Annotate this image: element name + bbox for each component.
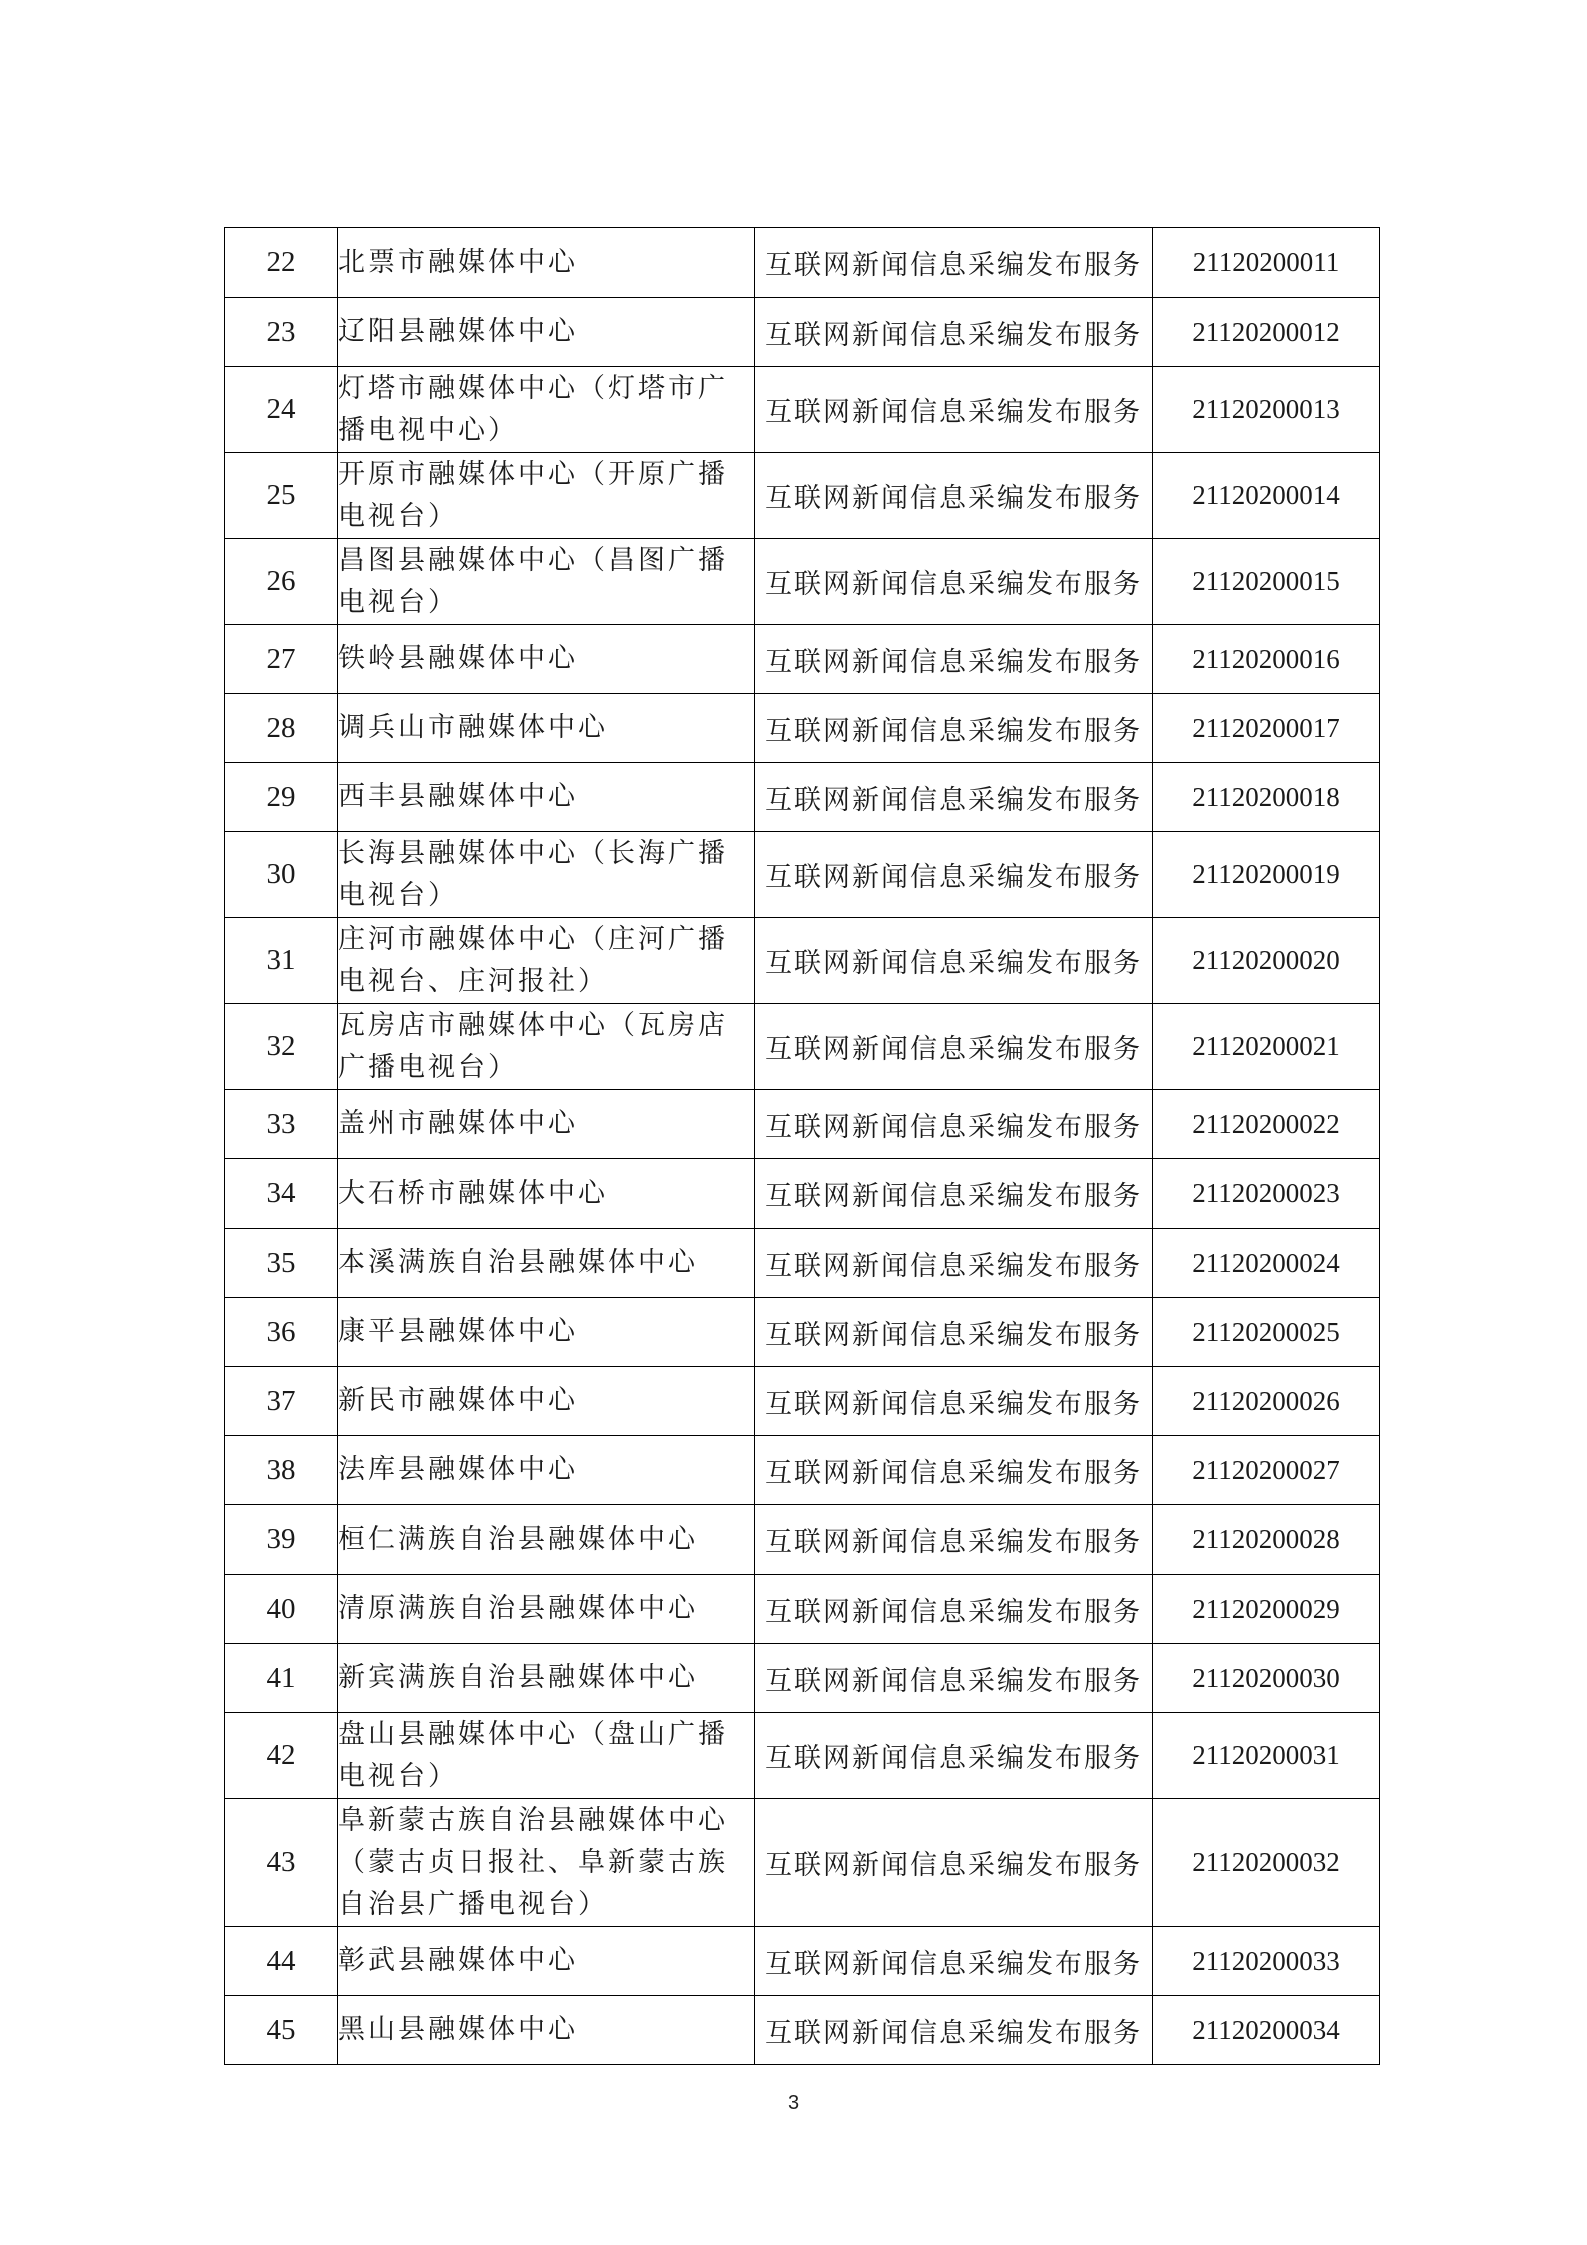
table-row bbox=[225, 1004, 1380, 1090]
license-code-cell: 21120200032 bbox=[1153, 1799, 1380, 1927]
organization-name-cell: 盖州市融媒体中心 bbox=[338, 1090, 755, 1159]
organization-name-cell: 黑山县融媒体中心 bbox=[338, 1996, 755, 2065]
license-code-cell: 21120200018 bbox=[1153, 763, 1380, 832]
license-code-cell: 21120200034 bbox=[1153, 1996, 1380, 2065]
table-row bbox=[225, 1996, 1380, 2065]
row-number-cell: 34 bbox=[225, 1159, 338, 1229]
license-code-cell: 21120200021 bbox=[1153, 1004, 1380, 1090]
table-row bbox=[225, 1298, 1380, 1367]
organization-name-cell: 桓仁满族自治县融媒体中心 bbox=[338, 1505, 755, 1575]
row-number-cell: 38 bbox=[225, 1436, 338, 1505]
row-number-cell: 27 bbox=[225, 625, 338, 694]
service-type-cell: 互联网新闻信息采编发布服务 bbox=[755, 1505, 1153, 1575]
license-code-cell: 21120200026 bbox=[1153, 1367, 1380, 1436]
row-number-cell: 31 bbox=[225, 918, 338, 1004]
organization-name-cell: 灯塔市融媒体中心（灯塔市广播电视中心） bbox=[338, 367, 755, 453]
organization-name-cell: 庄河市融媒体中心（庄河广播电视台、庄河报社） bbox=[338, 918, 755, 1004]
organization-name-cell: 北票市融媒体中心 bbox=[338, 228, 755, 298]
organization-name-cell: 康平县融媒体中心 bbox=[338, 1298, 755, 1367]
license-code-cell: 21120200022 bbox=[1153, 1090, 1380, 1159]
license-code-cell: 21120200014 bbox=[1153, 453, 1380, 539]
row-number-cell: 36 bbox=[225, 1298, 338, 1367]
license-code-cell: 21120200027 bbox=[1153, 1436, 1380, 1505]
table-row bbox=[225, 694, 1380, 763]
organization-name-cell: 西丰县融媒体中心 bbox=[338, 763, 755, 832]
organization-name-cell: 清原满族自治县融媒体中心 bbox=[338, 1575, 755, 1644]
service-type-cell: 互联网新闻信息采编发布服务 bbox=[755, 1298, 1153, 1367]
row-number-cell: 41 bbox=[225, 1644, 338, 1713]
service-type-cell: 互联网新闻信息采编发布服务 bbox=[755, 1367, 1153, 1436]
table-row bbox=[225, 1159, 1380, 1229]
service-type-cell: 互联网新闻信息采编发布服务 bbox=[755, 1927, 1153, 1996]
service-type-cell: 互联网新闻信息采编发布服务 bbox=[755, 763, 1153, 832]
organization-name-cell: 大石桥市融媒体中心 bbox=[338, 1159, 755, 1229]
license-code-cell: 21120200015 bbox=[1153, 539, 1380, 625]
service-type-cell: 互联网新闻信息采编发布服务 bbox=[755, 228, 1153, 298]
table-row bbox=[225, 298, 1380, 367]
table-row bbox=[225, 625, 1380, 694]
row-number-cell: 40 bbox=[225, 1575, 338, 1644]
service-type-cell: 互联网新闻信息采编发布服务 bbox=[755, 367, 1153, 453]
service-type-cell: 互联网新闻信息采编发布服务 bbox=[755, 832, 1153, 918]
organization-name-cell: 昌图县融媒体中心（昌图广播电视台） bbox=[338, 539, 755, 625]
license-code-cell: 21120200019 bbox=[1153, 832, 1380, 918]
service-type-cell: 互联网新闻信息采编发布服务 bbox=[755, 1575, 1153, 1644]
table-row bbox=[225, 1644, 1380, 1713]
table-row bbox=[225, 763, 1380, 832]
license-code-cell: 21120200033 bbox=[1153, 1927, 1380, 1996]
service-type-cell: 互联网新闻信息采编发布服务 bbox=[755, 1159, 1153, 1229]
table-row bbox=[225, 1927, 1380, 1996]
license-code-cell: 21120200011 bbox=[1153, 228, 1380, 298]
service-type-cell: 互联网新闻信息采编发布服务 bbox=[755, 1436, 1153, 1505]
row-number-cell: 39 bbox=[225, 1505, 338, 1575]
table-row bbox=[225, 832, 1380, 918]
license-code-cell: 21120200024 bbox=[1153, 1229, 1380, 1298]
table-row bbox=[225, 367, 1380, 453]
organization-name-cell: 法库县融媒体中心 bbox=[338, 1436, 755, 1505]
organization-name-cell: 阜新蒙古族自治县融媒体中心（蒙古贞日报社、阜新蒙古族自治县广播电视台） bbox=[338, 1799, 755, 1927]
organization-name-cell: 开原市融媒体中心（开原广播电视台） bbox=[338, 453, 755, 539]
organization-name-cell: 新民市融媒体中心 bbox=[338, 1367, 755, 1436]
row-number-cell: 42 bbox=[225, 1713, 338, 1799]
row-number-cell: 26 bbox=[225, 539, 338, 625]
row-number-cell: 44 bbox=[225, 1927, 338, 1996]
service-type-cell: 互联网新闻信息采编发布服务 bbox=[755, 625, 1153, 694]
organization-name-cell: 新宾满族自治县融媒体中心 bbox=[338, 1644, 755, 1713]
license-code-cell: 21120200020 bbox=[1153, 918, 1380, 1004]
table-row bbox=[225, 228, 1380, 298]
row-number-cell: 30 bbox=[225, 832, 338, 918]
row-number-cell: 22 bbox=[225, 228, 338, 298]
table-row bbox=[225, 1713, 1380, 1799]
service-type-cell: 互联网新闻信息采编发布服务 bbox=[755, 1644, 1153, 1713]
table-row bbox=[225, 1367, 1380, 1436]
table-row bbox=[225, 453, 1380, 539]
license-code-cell: 21120200025 bbox=[1153, 1298, 1380, 1367]
page-number: 3 bbox=[787, 2092, 800, 2114]
license-code-cell: 21120200016 bbox=[1153, 625, 1380, 694]
row-number-cell: 37 bbox=[225, 1367, 338, 1436]
license-code-cell: 21120200012 bbox=[1153, 298, 1380, 367]
row-number-cell: 23 bbox=[225, 298, 338, 367]
organization-name-cell: 调兵山市融媒体中心 bbox=[338, 694, 755, 763]
media-center-table bbox=[224, 227, 1380, 2065]
service-type-cell: 互联网新闻信息采编发布服务 bbox=[755, 1713, 1153, 1799]
organization-name-cell: 长海县融媒体中心（长海广播电视台） bbox=[338, 832, 755, 918]
service-type-cell: 互联网新闻信息采编发布服务 bbox=[755, 1090, 1153, 1159]
table-row bbox=[225, 1799, 1380, 1927]
organization-name-cell: 本溪满族自治县融媒体中心 bbox=[338, 1229, 755, 1298]
row-number-cell: 45 bbox=[225, 1996, 338, 2065]
row-number-cell: 24 bbox=[225, 367, 338, 453]
row-number-cell: 32 bbox=[225, 1004, 338, 1090]
organization-name-cell: 彰武县融媒体中心 bbox=[338, 1927, 755, 1996]
license-code-cell: 21120200023 bbox=[1153, 1159, 1380, 1229]
service-type-cell: 互联网新闻信息采编发布服务 bbox=[755, 1229, 1153, 1298]
organization-name-cell: 辽阳县融媒体中心 bbox=[338, 298, 755, 367]
service-type-cell: 互联网新闻信息采编发布服务 bbox=[755, 1996, 1153, 2065]
table-row bbox=[225, 1436, 1380, 1505]
license-code-cell: 21120200029 bbox=[1153, 1575, 1380, 1644]
table-row bbox=[225, 918, 1380, 1004]
license-code-cell: 21120200028 bbox=[1153, 1505, 1380, 1575]
license-code-cell: 21120200031 bbox=[1153, 1713, 1380, 1799]
service-type-cell: 互联网新闻信息采编发布服务 bbox=[755, 694, 1153, 763]
table-row bbox=[225, 1575, 1380, 1644]
service-type-cell: 互联网新闻信息采编发布服务 bbox=[755, 1799, 1153, 1927]
service-type-cell: 互联网新闻信息采编发布服务 bbox=[755, 539, 1153, 625]
row-number-cell: 33 bbox=[225, 1090, 338, 1159]
organization-name-cell: 盘山县融媒体中心（盘山广播电视台） bbox=[338, 1713, 755, 1799]
row-number-cell: 28 bbox=[225, 694, 338, 763]
row-number-cell: 43 bbox=[225, 1799, 338, 1927]
service-type-cell: 互联网新闻信息采编发布服务 bbox=[755, 918, 1153, 1004]
license-code-cell: 21120200030 bbox=[1153, 1644, 1380, 1713]
table-row bbox=[225, 1090, 1380, 1159]
organization-name-cell: 瓦房店市融媒体中心（瓦房店广播电视台） bbox=[338, 1004, 755, 1090]
service-type-cell: 互联网新闻信息采编发布服务 bbox=[755, 453, 1153, 539]
license-code-cell: 21120200013 bbox=[1153, 367, 1380, 453]
organization-name-cell: 铁岭县融媒体中心 bbox=[338, 625, 755, 694]
table-row bbox=[225, 1229, 1380, 1298]
license-code-cell: 21120200017 bbox=[1153, 694, 1380, 763]
table-body bbox=[225, 228, 1380, 2065]
row-number-cell: 29 bbox=[225, 763, 338, 832]
row-number-cell: 25 bbox=[225, 453, 338, 539]
service-type-cell: 互联网新闻信息采编发布服务 bbox=[755, 1004, 1153, 1090]
row-number-cell: 35 bbox=[225, 1229, 338, 1298]
table-row bbox=[225, 1505, 1380, 1575]
table-row bbox=[225, 539, 1380, 625]
service-type-cell: 互联网新闻信息采编发布服务 bbox=[755, 298, 1153, 367]
